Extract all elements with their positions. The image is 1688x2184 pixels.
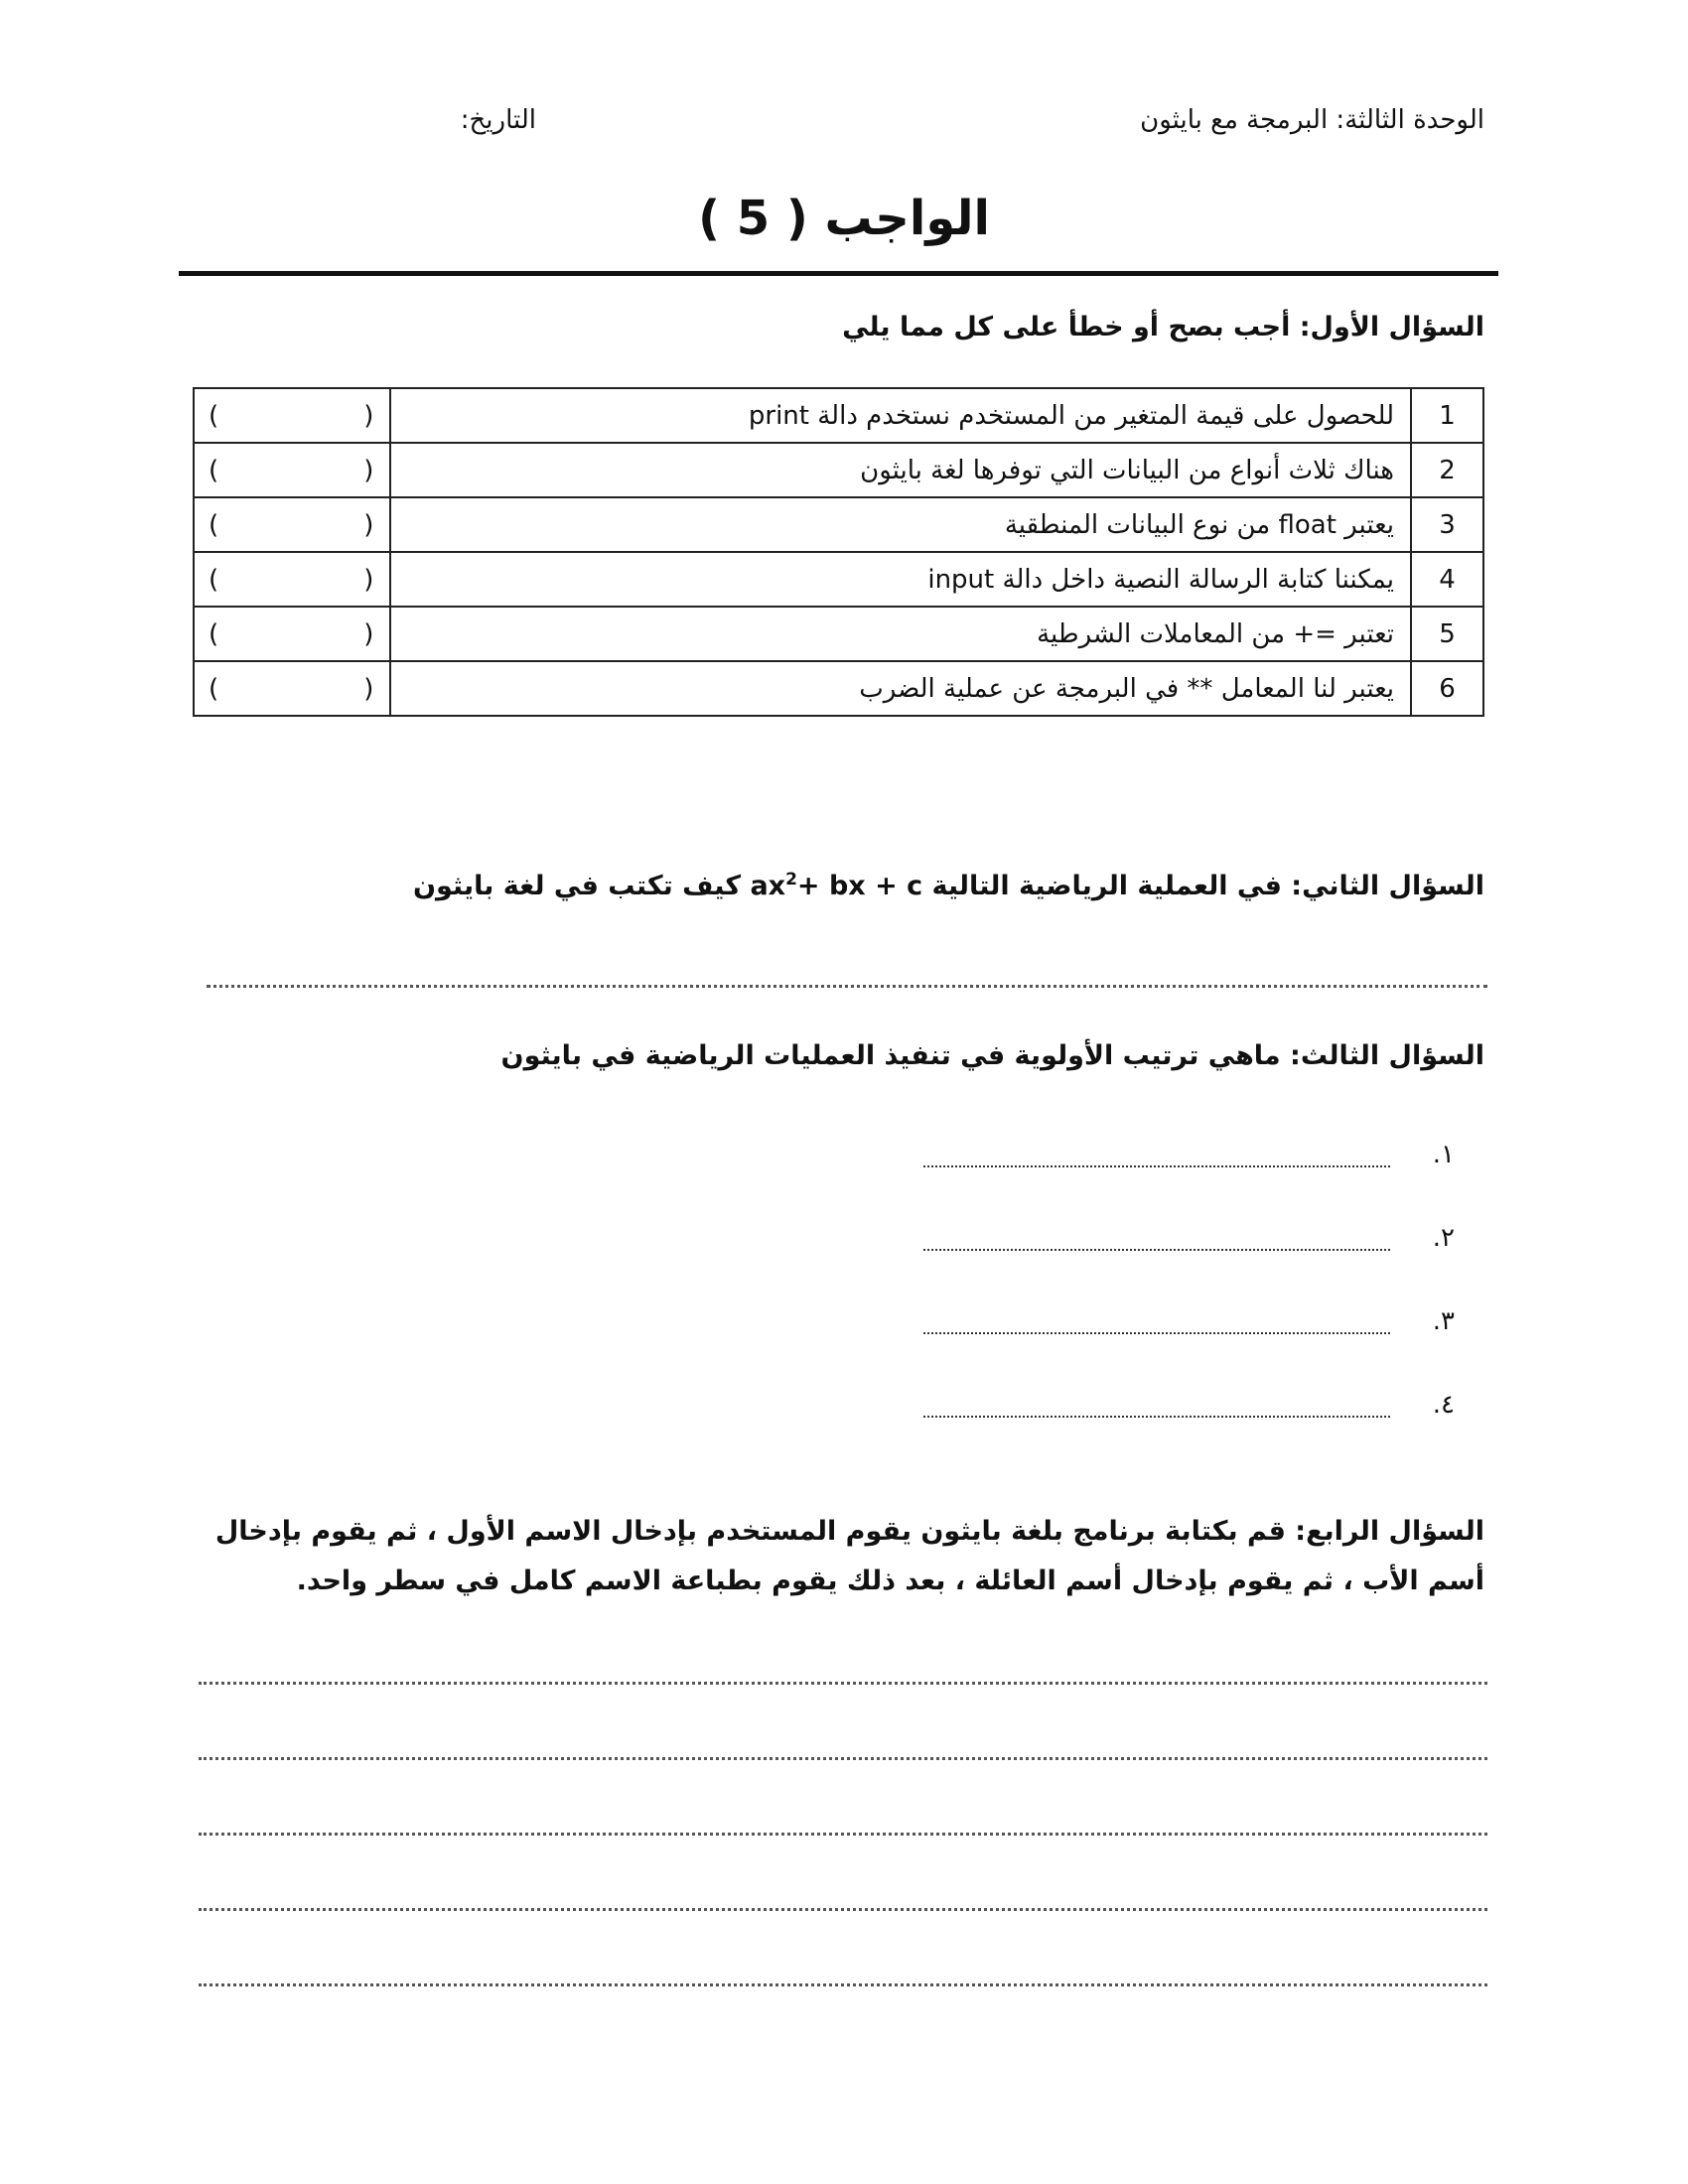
question-3-title: السؤال الثالث: ماهي ترتيب الأولوية في تنفيذ العمليات الرياضية في بايثون bbox=[500, 1040, 1484, 1071]
answer-cell[interactable] bbox=[194, 607, 390, 661]
table-row bbox=[194, 388, 1483, 443]
statement: للحصول على قيمة المتغير من المستخدم نستخدم دالة print bbox=[390, 388, 1411, 443]
answer-cell[interactable] bbox=[194, 497, 390, 552]
open-paren: ( bbox=[363, 455, 374, 485]
open-paren: ( bbox=[363, 673, 374, 704]
answer-line[interactable] bbox=[923, 1332, 1390, 1334]
answer-line[interactable] bbox=[199, 1983, 1487, 1986]
answer-cell[interactable] bbox=[194, 661, 390, 716]
row-number: 3 bbox=[1411, 497, 1483, 552]
answer-cell[interactable] bbox=[194, 552, 390, 607]
expr-base: ax bbox=[750, 871, 786, 901]
statement: تعتبر =+ من المعاملات الشرطية bbox=[390, 607, 1411, 661]
statement: يعتبر float من نوع البيانات المنطقية bbox=[390, 497, 1411, 552]
list-item-number: ١. bbox=[1432, 1140, 1455, 1169]
row-number: 6 bbox=[1411, 661, 1483, 716]
open-paren: ( bbox=[363, 400, 374, 431]
open-paren: ( bbox=[363, 564, 374, 595]
answer-line[interactable] bbox=[199, 1833, 1487, 1836]
close-paren: ) bbox=[209, 455, 219, 485]
table-row bbox=[194, 607, 1483, 661]
statement: هناك ثلاث أنواع من البيانات التي توفرها لغة بايثون bbox=[390, 443, 1411, 497]
open-paren: ( bbox=[363, 618, 374, 649]
close-paren: ) bbox=[209, 673, 219, 704]
table-row bbox=[194, 552, 1483, 607]
row-number: 1 bbox=[1411, 388, 1483, 443]
title-divider bbox=[179, 271, 1498, 276]
list-item-number: ٣. bbox=[1432, 1306, 1455, 1336]
answer-line[interactable] bbox=[199, 1682, 1487, 1685]
answer-line[interactable] bbox=[923, 1249, 1390, 1251]
table-row bbox=[194, 497, 1483, 552]
row-number: 4 bbox=[1411, 552, 1483, 607]
statement: يعتبر لنا المعامل ** في البرمجة عن عملية الضرب bbox=[390, 661, 1411, 716]
table-row bbox=[194, 661, 1483, 716]
math-expression bbox=[750, 871, 922, 901]
close-paren: ) bbox=[209, 400, 219, 431]
statement: يمكننا كتابة الرسالة النصية داخل دالة input bbox=[390, 552, 1411, 607]
list-item-number: ٢. bbox=[1432, 1223, 1455, 1253]
open-paren: ( bbox=[363, 509, 374, 540]
table-row bbox=[194, 443, 1483, 497]
row-number: 5 bbox=[1411, 607, 1483, 661]
row-number: 2 bbox=[1411, 443, 1483, 497]
answer-cell[interactable] bbox=[194, 388, 390, 443]
question-4-text: السؤال الرابع: قم بكتابة برنامج بلغة بايثون يقوم المستخدم بإدخال الاسم الأول ، ثم يقوم بإدخال أسم الأب ، ثم يقوم بإدخال أسم العائلة ، بعد ذلك يقوم بطباعة الاسم كامل في سطر واحد. bbox=[214, 1516, 1484, 1596]
answer-line[interactable] bbox=[199, 1757, 1487, 1760]
question-1-title: السؤال الأول: أجب بصح أو خطأ على كل مما يلي bbox=[842, 312, 1484, 342]
homework-title: الواجب ( 5 ) bbox=[698, 191, 990, 246]
question-2-title bbox=[413, 870, 1484, 901]
answer-line[interactable] bbox=[923, 1165, 1390, 1167]
list-item-number: ٤. bbox=[1432, 1390, 1455, 1420]
answer-line[interactable] bbox=[923, 1416, 1390, 1418]
question-2-prefix: السؤال الثاني: في العملية الرياضية التالية bbox=[922, 871, 1484, 901]
answer-cell[interactable] bbox=[194, 443, 390, 497]
close-paren: ) bbox=[209, 564, 219, 595]
question-2-suffix: كيف تكتب في لغة بايثون bbox=[412, 871, 751, 901]
unit-title: الوحدة الثالثة: البرمجة مع بايثون bbox=[1140, 105, 1484, 135]
answer-line[interactable] bbox=[199, 1908, 1487, 1911]
date-label: التاريخ: bbox=[460, 105, 536, 135]
true-false-table bbox=[193, 387, 1484, 717]
close-paren: ) bbox=[209, 618, 219, 649]
close-paren: ) bbox=[209, 509, 219, 540]
answer-line[interactable] bbox=[207, 985, 1487, 988]
expr-exponent: 2 bbox=[785, 870, 797, 889]
expr-rest: + bx + c bbox=[796, 871, 923, 901]
